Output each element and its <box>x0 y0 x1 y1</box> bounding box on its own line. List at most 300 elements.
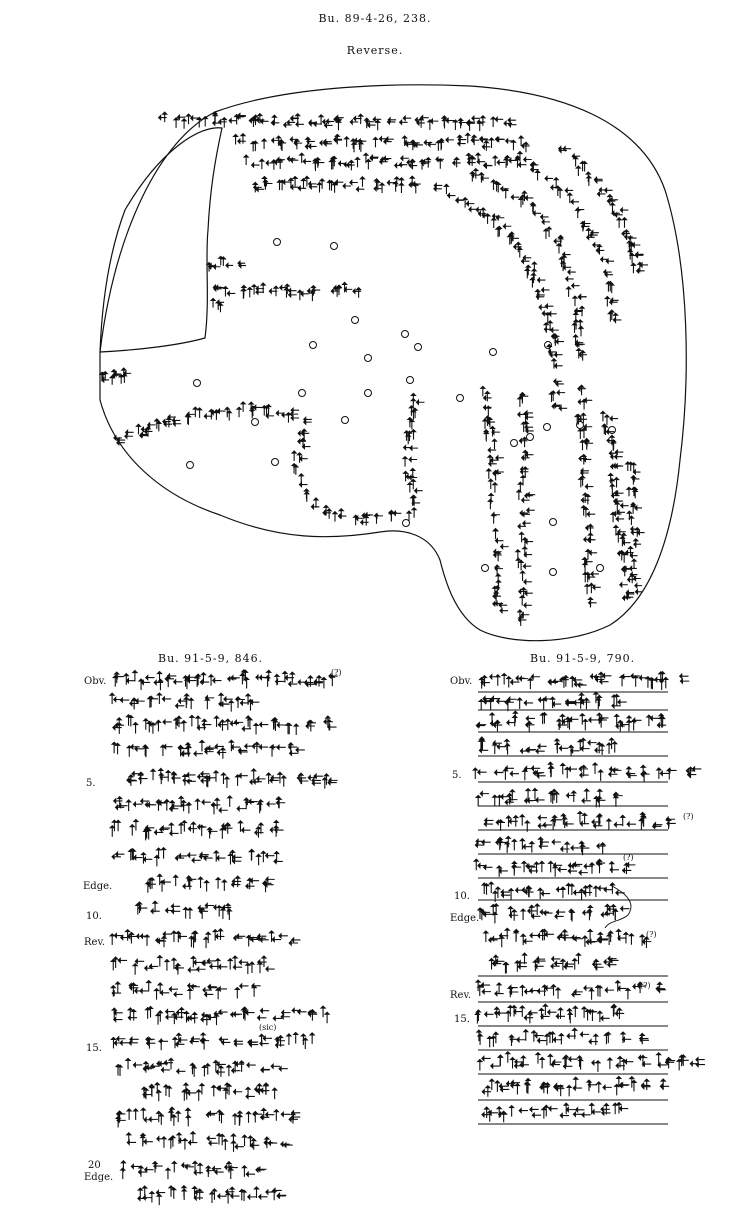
cuneiform-sign <box>525 1078 530 1093</box>
cuneiform-sign <box>573 1108 590 1117</box>
cuneiform-sign <box>248 285 264 298</box>
cuneiform-sign <box>183 773 196 786</box>
cuneiform-sign <box>350 117 361 124</box>
cuneiform-sign <box>273 1011 290 1021</box>
cuneiform-sign <box>578 1056 583 1070</box>
cuneiform-sign <box>547 344 562 357</box>
cuneiform-sign <box>578 385 586 395</box>
cuneiform-sign <box>601 257 615 263</box>
cuneiform-sign <box>223 286 235 296</box>
cuneiform-sign <box>552 985 561 999</box>
cuneiform-sign <box>522 450 534 460</box>
cuneiform-sign <box>579 454 591 464</box>
cuneiform-sign <box>481 386 492 401</box>
cuneiform-sign <box>184 675 197 689</box>
cuneiform-sign <box>541 215 550 224</box>
cuneiform-sign <box>607 819 623 830</box>
tablet-hole-dot <box>490 349 497 356</box>
cuneiform-sign <box>577 349 587 361</box>
cuneiform-sign <box>286 408 299 422</box>
left-rev-label: Rev. <box>84 937 106 948</box>
cuneiform-sign <box>566 717 578 730</box>
cuneiform-sign <box>125 430 134 438</box>
cuneiform-sign <box>610 203 628 217</box>
cuneiform-sign <box>136 902 148 915</box>
right-edge-label: Edge. <box>450 913 480 924</box>
cuneiform-sign <box>400 116 412 124</box>
cuneiform-sign <box>166 770 180 783</box>
cuneiform-sign <box>617 218 626 228</box>
cuneiform-sign <box>520 1056 529 1067</box>
cuneiform-sign <box>298 429 309 439</box>
cuneiform-sign <box>263 877 275 892</box>
cuneiform-sign <box>567 284 580 297</box>
right-rev-label: Rev. <box>450 990 472 1001</box>
cuneiform-sign <box>299 474 307 487</box>
cuneiform-sign <box>533 788 545 802</box>
cuneiform-sign <box>197 117 207 128</box>
cuneiform-sign <box>154 826 170 834</box>
cuneiform-sign <box>242 1166 255 1177</box>
cuneiform-sign <box>234 1039 243 1046</box>
cuneiform-sign <box>167 415 181 427</box>
cuneiform-sign <box>596 985 614 996</box>
right-tablet-number: Bu. 91-5-9, 790. <box>530 652 636 665</box>
cuneiform-sign <box>226 719 243 730</box>
cuneiform-sign <box>519 136 530 152</box>
cuneiform-sign <box>576 208 585 219</box>
cuneiform-sign <box>518 411 534 422</box>
cuneiform-sign <box>189 931 197 948</box>
cuneiform-sign <box>541 713 547 724</box>
cuneiform-sign <box>568 193 579 204</box>
cuneiform-sign <box>495 770 504 774</box>
cuneiform-sign <box>518 393 528 407</box>
cuneiform-sign <box>506 139 516 150</box>
cuneiform-sign <box>572 990 583 997</box>
cuneiform-sign <box>578 738 597 750</box>
cuneiform-sign <box>153 1162 163 1173</box>
cuneiform-sign <box>334 116 344 131</box>
cuneiform-sign <box>209 675 221 686</box>
cuneiform-sign <box>491 904 498 924</box>
cuneiform-sign <box>597 713 608 727</box>
cuneiform-sign <box>490 713 502 731</box>
cuneiform-sign <box>614 792 623 806</box>
cuneiform-sign <box>620 675 630 687</box>
cuneiform-sign <box>159 1039 168 1050</box>
cuneiform-sign <box>519 191 533 207</box>
cuneiform-sign <box>516 676 528 680</box>
cuneiform-sign <box>112 1008 122 1021</box>
cuneiform-sign <box>169 1058 185 1073</box>
cuneiform-sign <box>583 929 598 947</box>
cuneiform-sign <box>499 928 509 947</box>
left-obv-label: Obv. <box>84 676 107 687</box>
cuneiform-sign <box>256 114 268 124</box>
cuneiform-sign <box>183 1132 197 1150</box>
cuneiform-sign <box>511 1081 520 1095</box>
cuneiform-sign <box>631 476 639 485</box>
cuneiform-sign <box>407 508 416 521</box>
cuneiform-sign <box>361 513 373 526</box>
cuneiform-sign <box>586 172 603 186</box>
tablet-hole-dot <box>352 317 359 324</box>
cuneiform-sign <box>495 1007 507 1018</box>
tablet-hole-dot <box>331 243 338 250</box>
cuneiform-sign <box>517 1030 528 1042</box>
cuneiform-sign <box>586 549 597 559</box>
tablet-hole-dot <box>544 424 551 431</box>
cuneiform-sign <box>626 767 636 778</box>
cuneiform-sign <box>258 800 276 813</box>
cuneiform-sign <box>274 286 288 297</box>
cuneiform-sign <box>615 1076 630 1095</box>
cuneiform-sign <box>253 182 264 192</box>
cuneiform-sign <box>237 402 245 417</box>
cuneiform-sign <box>384 137 394 143</box>
cuneiform-sign <box>488 455 504 466</box>
cuneiform-sign <box>515 953 527 972</box>
cuneiform-sign <box>213 285 223 291</box>
left-line5-label: 5. <box>86 778 96 789</box>
cuneiform-sign <box>520 1006 537 1023</box>
cuneiform-sign <box>535 904 552 915</box>
cuneiform-sign <box>141 799 157 807</box>
cuneiform-sign <box>484 426 500 441</box>
cuneiform-sign <box>256 1167 267 1172</box>
cuneiform-sign <box>270 820 283 836</box>
cuneiform-sign <box>127 800 143 811</box>
cuneiform-sign <box>592 1061 601 1072</box>
cuneiform-sign <box>394 177 404 193</box>
cuneiform-sign <box>159 112 167 122</box>
cuneiform-sign <box>508 986 518 998</box>
tablet-hole-dot <box>365 390 372 397</box>
cuneiform-sign <box>214 905 232 919</box>
cuneiform-sign <box>206 1111 217 1116</box>
tablet-hole-dot <box>527 434 534 441</box>
cuneiform-sign <box>479 173 489 183</box>
cuneiform-sign <box>301 176 317 188</box>
cuneiform-sign <box>219 693 233 706</box>
cuneiform-sign <box>143 745 148 757</box>
cuneiform-sign <box>208 828 218 839</box>
cuneiform-sign <box>551 815 562 830</box>
cuneiform-sign <box>182 715 194 731</box>
cuneiform-sign <box>556 1008 565 1019</box>
cuneiform-sign <box>289 938 300 945</box>
cuneiform-sign <box>172 1008 185 1024</box>
cuneiform-sign <box>207 263 221 272</box>
cuneiform-sign <box>552 359 563 369</box>
cuneiform-sign <box>141 1133 153 1146</box>
cuneiform-sign <box>686 767 701 778</box>
cuneiform-sign <box>520 815 529 832</box>
cuneiform-sign <box>247 1112 263 1123</box>
cuneiform-sign <box>556 186 573 198</box>
cuneiform-sign <box>595 742 604 755</box>
cuneiform-sign <box>226 904 231 920</box>
cuneiform-sign <box>290 137 302 149</box>
cuneiform-sign <box>158 956 169 971</box>
cuneiform-sign <box>597 932 608 943</box>
cuneiform-sign <box>313 158 324 171</box>
cuneiform-sign <box>551 697 562 708</box>
cuneiform-sign <box>157 693 171 704</box>
cuneiform-sign <box>580 714 597 731</box>
cuneiform-sign <box>490 675 500 686</box>
cuneiform-sign <box>544 227 551 239</box>
cuneiform-sign <box>566 791 575 802</box>
cuneiform-sign <box>604 1032 610 1044</box>
cuneiform-sign <box>579 864 593 874</box>
cuneiform-sign <box>311 498 319 509</box>
cuneiform-sign <box>520 839 533 853</box>
cuneiform-sign <box>156 932 172 947</box>
cuneiform-sign <box>271 1064 288 1070</box>
cuneiform-sign <box>144 826 155 841</box>
cuneiform-sign <box>521 571 532 584</box>
cuneiform-sign <box>274 852 283 864</box>
cuneiform-sign <box>343 180 358 188</box>
cuneiform-sign <box>560 676 569 688</box>
cuneiform-sign <box>317 179 324 193</box>
cuneiform-sign <box>538 888 550 899</box>
tablet-hole-dot <box>609 427 616 434</box>
cuneiform-sign <box>584 533 596 543</box>
cuneiform-sign <box>587 228 599 239</box>
cuneiform-sign <box>165 674 182 687</box>
cuneiform-sign <box>304 417 312 424</box>
cuneiform-sign <box>166 904 181 913</box>
tablet-hole-dot <box>272 459 279 466</box>
cuneiform-sign <box>272 158 285 170</box>
cuneiform-sign <box>576 161 586 176</box>
cuneiform-sign <box>579 476 594 489</box>
cuneiform-sign <box>241 285 245 298</box>
cuneiform-sign <box>175 854 187 860</box>
cuneiform-sign <box>522 886 533 898</box>
cuneiform-sign <box>503 962 508 973</box>
cuneiform-sign <box>580 439 593 451</box>
cuneiform-sign <box>262 405 274 418</box>
right-line10-label: 10. <box>454 891 470 902</box>
cuneiform-sign <box>536 288 550 300</box>
cuneiform-sign <box>255 742 268 753</box>
cuneiform-sign <box>141 1108 158 1122</box>
cuneiform-sign <box>489 479 497 493</box>
cuneiform-sign <box>551 957 563 968</box>
cuneiform-sign <box>559 1034 576 1045</box>
cuneiform-sign <box>196 799 211 810</box>
cuneiform-sign <box>560 1103 575 1117</box>
cuneiform-sign <box>453 157 461 167</box>
cuneiform-sign <box>139 772 148 784</box>
cuneiform-sign <box>590 859 605 873</box>
cuneiform-sign <box>197 1084 204 1101</box>
cuneiform-sign <box>212 1085 227 1096</box>
cuneiform-sign <box>563 1055 578 1068</box>
cuneiform-sign <box>566 270 576 281</box>
cuneiform-sign <box>514 242 522 257</box>
cuneiform-sign <box>415 116 429 128</box>
cuneiform-sign <box>404 446 418 451</box>
cuneiform-sign <box>567 1006 577 1023</box>
cuneiform-sign <box>478 1056 491 1070</box>
cuneiform-sign <box>184 907 192 918</box>
cuneiform-sign <box>657 1053 667 1067</box>
cuneiform-sign <box>491 1055 503 1068</box>
cuneiform-sign <box>356 177 364 191</box>
cuneiform-sign <box>186 1108 191 1126</box>
cuneiform-sign <box>585 583 601 594</box>
cuneiform-sign <box>622 230 637 240</box>
cuneiform-sign <box>272 1188 286 1200</box>
right-query-note-1: (?) <box>683 812 694 821</box>
cuneiform-sign <box>151 901 160 913</box>
right-query-note-2: (?) <box>623 853 634 862</box>
cuneiform-sign <box>321 1006 329 1023</box>
cuneiform-sign <box>176 699 188 708</box>
cuneiform-sign <box>182 1083 196 1101</box>
cuneiform-sign <box>235 984 248 999</box>
cuneiform-sign <box>234 134 246 145</box>
cuneiform-sign <box>611 1004 624 1019</box>
cuneiform-sign <box>487 469 504 481</box>
cuneiform-sign <box>169 1107 180 1126</box>
tablet-hole-dot <box>407 377 414 384</box>
cuneiform-sign <box>225 407 231 420</box>
cuneiform-sign <box>297 773 308 784</box>
cuneiform-sign <box>578 398 592 409</box>
cuneiform-sign <box>100 372 109 382</box>
cuneiform-sign <box>411 140 423 150</box>
cuneiform-sign <box>630 573 641 584</box>
cuneiform-sign <box>127 1133 136 1145</box>
cuneiform-sign <box>635 584 643 594</box>
cuneiform-sign <box>335 282 352 296</box>
cuneiform-sign <box>536 1053 544 1069</box>
cuneiform-sign <box>359 114 376 128</box>
cuneiform-sign <box>536 170 553 180</box>
cuneiform-sign <box>242 1007 255 1021</box>
cuneiform-sign <box>502 673 519 687</box>
cuneiform-sign <box>127 745 143 757</box>
cuneiform-sign <box>165 800 181 812</box>
cuneiform-sign <box>542 1105 558 1118</box>
tablet-hole-dot <box>342 417 349 424</box>
cuneiform-sign <box>616 533 630 547</box>
cuneiform-sign <box>528 675 540 689</box>
cuneiform-sign <box>207 1136 218 1145</box>
cuneiform-sign <box>583 557 593 572</box>
cuneiform-sign <box>560 255 572 271</box>
cuneiform-sign <box>623 863 636 874</box>
cuneiform-sign <box>323 774 338 789</box>
cuneiform-sign <box>353 288 361 298</box>
cuneiform-sign <box>556 887 565 898</box>
cuneiform-sign <box>224 1083 243 1099</box>
cuneiform-sign <box>606 281 613 293</box>
cuneiform-sign <box>609 767 622 776</box>
cuneiform-sign <box>284 284 296 298</box>
cuneiform-sign <box>578 425 592 439</box>
cuneiform-sign <box>559 147 571 153</box>
cuneiform-sign <box>148 696 158 707</box>
tablet-hole-dot <box>299 390 306 397</box>
cuneiform-sign <box>480 676 490 689</box>
cuneiform-sign <box>251 141 257 151</box>
cuneiform-sign <box>217 1134 227 1151</box>
cuneiform-sign <box>484 931 501 942</box>
cuneiform-sign <box>634 539 641 548</box>
cuneiform-sign <box>248 1040 258 1046</box>
tablet-hole-dot <box>550 569 557 576</box>
cuneiform-sign <box>616 981 627 992</box>
cuneiform-sign <box>545 1032 562 1045</box>
cuneiform-sign <box>583 572 599 583</box>
cuneiform-sign <box>141 853 152 864</box>
tablet-hole-dot <box>402 331 409 338</box>
cuneiform-sign <box>607 435 616 451</box>
cuneiform-sign <box>503 766 519 780</box>
cuneiform-sign <box>252 984 261 997</box>
cuneiform-sign <box>578 811 589 825</box>
cuneiform-sign <box>628 250 644 264</box>
cuneiform-sign <box>583 905 593 920</box>
cuneiform-sign <box>127 715 138 734</box>
cuneiform-sign <box>157 1137 166 1148</box>
cuneiform-sign <box>190 1037 200 1044</box>
cuneiform-sign <box>611 464 624 469</box>
cuneiform-sign <box>305 137 316 148</box>
cuneiform-sign <box>582 789 591 803</box>
cuneiform-sign <box>520 532 533 547</box>
cuneiform-sign <box>474 859 492 870</box>
cuneiform-sign <box>604 270 613 277</box>
cuneiform-sign <box>116 1111 126 1127</box>
left-sic-note: (sic) <box>259 1023 277 1032</box>
left-tablet-number: Bu. 91-5-9, 846. <box>158 652 264 665</box>
cuneiform-sign <box>480 137 491 151</box>
cuneiform-sign <box>631 674 648 687</box>
cuneiform-sign <box>289 1111 300 1124</box>
tablet-hole-dot <box>252 419 259 426</box>
cuneiform-sign <box>549 789 559 803</box>
cuneiform-sign <box>193 1161 203 1174</box>
cuneiform-sign <box>238 821 250 832</box>
cuneiform-sign <box>308 1010 317 1021</box>
tablet-broken-area <box>100 128 222 352</box>
cuneiform-sign <box>531 202 541 215</box>
cuneiform-sign <box>507 711 518 726</box>
cuneiform-sign <box>146 1037 155 1048</box>
cuneiform-sign <box>111 1037 128 1049</box>
cuneiform-sign <box>373 117 381 130</box>
cuneiform-sign <box>111 957 127 970</box>
cuneiform-sign <box>428 119 439 130</box>
cuneiform-sign <box>266 670 285 687</box>
cuneiform-sign <box>119 368 131 384</box>
cuneiform-sign <box>525 262 536 279</box>
cuneiform-sign <box>463 198 477 212</box>
cuneiform-sign <box>653 823 663 829</box>
cuneiform-sign <box>493 741 506 754</box>
cuneiform-sign <box>483 405 491 416</box>
cuneiform-sign <box>130 820 138 836</box>
cuneiform-sign <box>296 114 304 127</box>
